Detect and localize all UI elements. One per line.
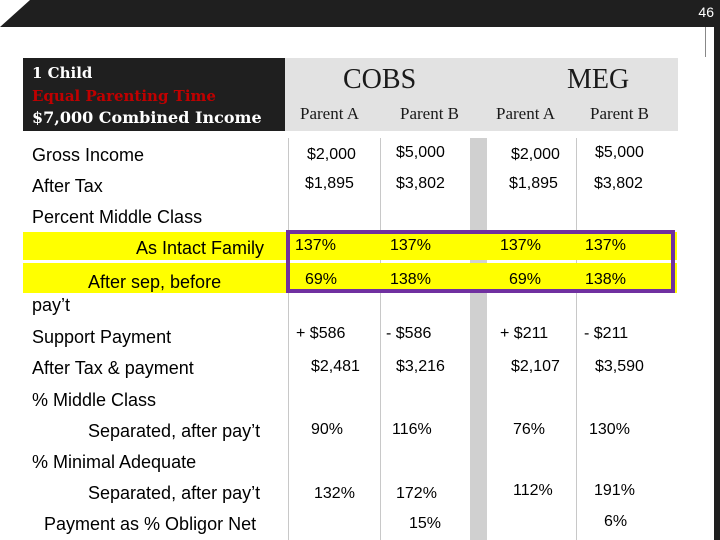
label-gross-income: Gross Income [32, 145, 145, 165]
label-after-tax-payment: After Tax & payment [32, 358, 194, 378]
scenario-parenting-time: Equal Parenting Time [32, 87, 216, 105]
cobs-parent-b-header: Parent B [400, 104, 460, 123]
cell-value: $1,895 [509, 175, 558, 192]
cell-value: - $211 [584, 325, 629, 342]
meg-parent-a-header: Parent A [496, 104, 556, 123]
label-pct-minimal-adequate: % Minimal Adequate [32, 452, 197, 472]
cell-value: $1,895 [305, 175, 354, 192]
cell-value: 6% [604, 513, 628, 530]
group-separator [470, 138, 487, 540]
cell-value: $2,000 [307, 146, 356, 163]
cell-value: 15% [409, 515, 442, 532]
scenario-children: 1 Child [32, 64, 93, 82]
cell-value: 137% [500, 237, 541, 254]
cell-value: $3,802 [594, 175, 643, 192]
cell-value: 130% [589, 421, 630, 438]
cell-value: 69% [509, 271, 542, 288]
right-rail [714, 27, 720, 540]
cell-value: $3,802 [396, 175, 445, 192]
page-number: 46 [698, 4, 714, 20]
cell-value: + $586 [296, 325, 346, 342]
cell-value: 132% [314, 485, 355, 502]
cell-value: 172% [396, 485, 437, 502]
grid-line [380, 138, 381, 540]
cell-value: 76% [513, 421, 546, 438]
meg-parent-b-header: Parent B [590, 104, 650, 123]
grid-line [288, 138, 289, 540]
top-bar-corner [0, 0, 30, 27]
top-bar [0, 0, 720, 27]
cobs-parent-a-header: Parent A [300, 104, 360, 123]
cell-value: 137% [390, 237, 431, 254]
cell-value: 137% [585, 237, 626, 254]
group-title-meg: MEG [567, 64, 630, 95]
cell-value: 137% [295, 237, 336, 254]
cell-value: 69% [305, 271, 338, 288]
label-separated-after-payt: Separated, after pay’t [88, 483, 261, 503]
label-percent-middle-class: Percent Middle Class [32, 207, 203, 227]
label-payment-pct-obligor: Payment as % Obligor Net [44, 514, 257, 534]
cell-value: $5,000 [595, 144, 644, 161]
label-pct-middle-class: % Middle Class [32, 390, 157, 410]
cell-value: $5,000 [396, 144, 445, 161]
cell-value: 138% [390, 271, 431, 288]
label-support-payment: Support Payment [32, 327, 172, 347]
cell-value: 116% [392, 421, 432, 438]
rail-marker [705, 27, 714, 57]
cell-value: $3,590 [595, 358, 644, 375]
cell-value: + $211 [500, 325, 549, 342]
grid-line [576, 138, 577, 540]
cell-value: 138% [585, 271, 626, 288]
cell-value: 90% [311, 421, 344, 438]
label-after-sep-cont: pay’t [32, 295, 71, 315]
cell-value: $2,481 [311, 358, 360, 375]
label-after-sep: After sep, before [88, 272, 222, 292]
cell-value: $2,107 [511, 358, 560, 375]
cell-value: - $586 [386, 325, 432, 342]
cell-value: $3,216 [396, 358, 445, 375]
scenario-combined-income: $7,000 Combined Income [32, 108, 262, 127]
label-separated-after-payt: Separated, after pay’t [88, 421, 261, 441]
label-after-tax: After Tax [32, 176, 103, 196]
cell-value: $2,000 [511, 146, 560, 163]
cell-value: 112% [513, 482, 553, 499]
group-title-cobs: COBS [343, 64, 417, 95]
cell-value: 191% [594, 482, 635, 499]
label-as-intact-family: As Intact Family [136, 238, 265, 258]
